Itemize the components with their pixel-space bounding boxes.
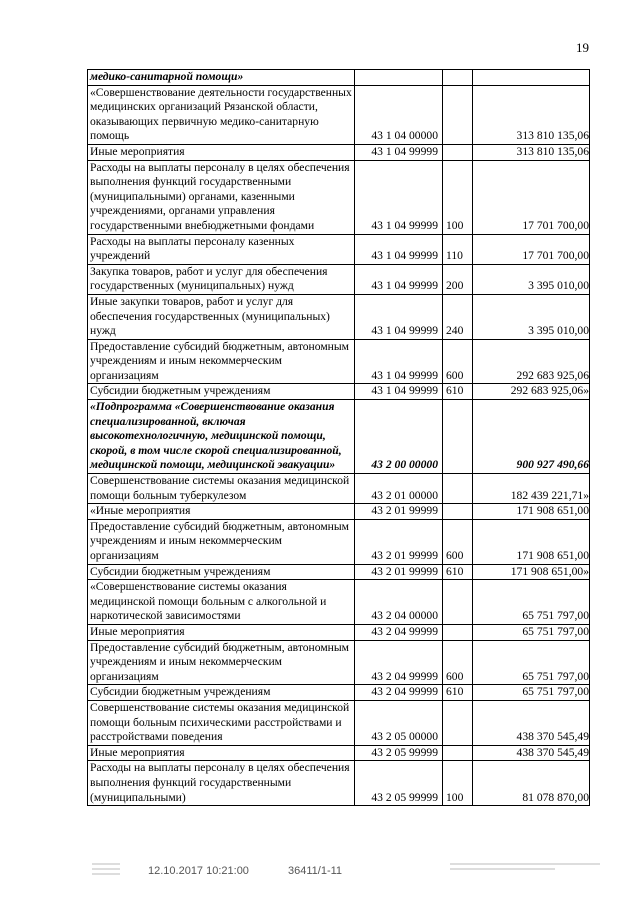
row-target-code: 43 1 04 99999 bbox=[355, 160, 443, 234]
row-expense-type bbox=[443, 70, 473, 86]
row-amount: 313 810 135,06 bbox=[473, 85, 590, 144]
row-target-code: 43 2 01 99999 bbox=[355, 504, 443, 520]
row-amount: 182 439 221,71» bbox=[473, 474, 590, 504]
row-description: «Иные мероприятия bbox=[88, 504, 355, 520]
row-target-code: 43 2 01 99999 bbox=[355, 519, 443, 564]
row-amount bbox=[473, 70, 590, 86]
row-description: медико-санитарной помощи» bbox=[88, 70, 355, 86]
row-description: Расходы на выплаты персоналу в целях обеспечения выполнения функций государственными (муниципальными) органами, казенными учреждениями, органами управления государственными внебюджетными фондами bbox=[88, 160, 355, 234]
table-row bbox=[88, 234, 590, 264]
row-target-code bbox=[355, 70, 443, 86]
row-target-code: 43 2 04 00000 bbox=[355, 580, 443, 625]
row-expense-type bbox=[443, 624, 473, 640]
table-row bbox=[88, 400, 590, 474]
table-row bbox=[88, 384, 590, 400]
row-amount: 65 751 797,00 bbox=[473, 580, 590, 625]
row-description: Иные закупки товаров, работ и услуг для обеспечения государственных (муниципальных) нужд bbox=[88, 294, 355, 339]
row-description: Закупка товаров, работ и услуг для обеспечения государственных (муниципальных) нужд bbox=[88, 264, 355, 294]
row-description: «Подпрограмма «Совершенствование оказания специализированной, включая высокотехнологичную, медицинской помощи, скорой, в том числе скорой специализированной, медицинской помощи, медицинской эвакуации» bbox=[88, 400, 355, 474]
row-amount: 81 078 870,00 bbox=[473, 761, 590, 806]
row-target-code: 43 2 05 99999 bbox=[355, 745, 443, 761]
row-target-code: 43 1 04 99999 bbox=[355, 294, 443, 339]
row-target-code: 43 2 05 99999 bbox=[355, 761, 443, 806]
row-amount: 292 683 925,06» bbox=[473, 384, 590, 400]
table-row bbox=[88, 745, 590, 761]
table-row bbox=[88, 564, 590, 580]
row-amount: 65 751 797,00 bbox=[473, 624, 590, 640]
row-expense-type bbox=[443, 474, 473, 504]
row-target-code: 43 2 05 00000 bbox=[355, 700, 443, 745]
row-expense-type: 200 bbox=[443, 264, 473, 294]
row-amount: 171 908 651,00» bbox=[473, 564, 590, 580]
row-amount: 3 395 010,00 bbox=[473, 294, 590, 339]
table-row bbox=[88, 144, 590, 160]
row-description: Субсидии бюджетным учреждениям bbox=[88, 564, 355, 580]
row-expense-type: 100 bbox=[443, 761, 473, 806]
table-row bbox=[88, 294, 590, 339]
table-row bbox=[88, 624, 590, 640]
row-target-code: 43 1 04 99999 bbox=[355, 384, 443, 400]
footer-timestamp: 12.10.2017 10:21:00 bbox=[148, 865, 249, 877]
row-target-code: 43 2 04 99999 bbox=[355, 685, 443, 701]
row-expense-type: 110 bbox=[443, 234, 473, 264]
table-row bbox=[88, 70, 590, 86]
table-row bbox=[88, 264, 590, 294]
table-row bbox=[88, 160, 590, 234]
row-expense-type: 600 bbox=[443, 519, 473, 564]
scan-artifact-left bbox=[92, 860, 120, 878]
row-amount: 3 395 010,00 bbox=[473, 264, 590, 294]
row-description: Предоставление субсидий бюджетным, автономным учреждениям и иным некоммерческим организациям bbox=[88, 339, 355, 384]
row-amount: 438 370 545,49 bbox=[473, 700, 590, 745]
row-expense-type: 610 bbox=[443, 564, 473, 580]
table-row bbox=[88, 685, 590, 701]
row-expense-type bbox=[443, 580, 473, 625]
row-target-code: 43 1 04 99999 bbox=[355, 234, 443, 264]
row-target-code: 43 1 04 99999 bbox=[355, 339, 443, 384]
row-amount: 171 908 651,00 bbox=[473, 504, 590, 520]
row-description: Совершенствование системы оказания медицинской помощи больным туберкулезом bbox=[88, 474, 355, 504]
row-description: Субсидии бюджетным учреждениям bbox=[88, 384, 355, 400]
table-body bbox=[88, 70, 590, 806]
row-amount: 292 683 925,06 bbox=[473, 339, 590, 384]
row-target-code: 43 2 00 00000 bbox=[355, 400, 443, 474]
table-row bbox=[88, 761, 590, 806]
row-expense-type: 600 bbox=[443, 640, 473, 685]
row-description: Расходы на выплаты персоналу казенных учреждений bbox=[88, 234, 355, 264]
row-description: Совершенствование системы оказания медицинской помощи больным психическими расстройствами и расстройствами поведения bbox=[88, 700, 355, 745]
row-description: «Совершенствование системы оказания медицинской помощи больным с алкогольной и наркотической зависимостями bbox=[88, 580, 355, 625]
budget-table bbox=[87, 69, 590, 806]
row-expense-type: 600 bbox=[443, 339, 473, 384]
row-target-code: 43 2 01 99999 bbox=[355, 564, 443, 580]
table-row bbox=[88, 640, 590, 685]
row-expense-type bbox=[443, 745, 473, 761]
table-row bbox=[88, 519, 590, 564]
page-number: 19 bbox=[576, 40, 589, 55]
table-row bbox=[88, 474, 590, 504]
table-row bbox=[88, 85, 590, 144]
row-amount: 313 810 135,06 bbox=[473, 144, 590, 160]
row-description: Предоставление субсидий бюджетным, автономным учреждениям и иным некоммерческим организациям bbox=[88, 519, 355, 564]
table-row bbox=[88, 700, 590, 745]
row-expense-type bbox=[443, 85, 473, 144]
table-row bbox=[88, 504, 590, 520]
row-amount: 65 751 797,00 bbox=[473, 640, 590, 685]
row-amount: 65 751 797,00 bbox=[473, 685, 590, 701]
row-description: Иные мероприятия bbox=[88, 745, 355, 761]
row-expense-type bbox=[443, 700, 473, 745]
row-amount: 900 927 490,66 bbox=[473, 400, 590, 474]
row-description: Предоставление субсидий бюджетным, автономным учреждениям и иным некоммерческим организациям bbox=[88, 640, 355, 685]
row-target-code: 43 2 04 99999 bbox=[355, 624, 443, 640]
table-row bbox=[88, 580, 590, 625]
row-description: Расходы на выплаты персоналу в целях обеспечения выполнения функций государственными (муниципальными) bbox=[88, 761, 355, 806]
row-expense-type bbox=[443, 400, 473, 474]
footer-doc-number: 36411/1-11 bbox=[288, 865, 343, 877]
row-description: Иные мероприятия bbox=[88, 624, 355, 640]
row-amount: 171 908 651,00 bbox=[473, 519, 590, 564]
row-description: «Совершенствование деятельности государственных медицинских организаций Рязанской области, оказывающих первичную медико-санитарную помощь bbox=[88, 85, 355, 144]
row-expense-type: 240 bbox=[443, 294, 473, 339]
row-target-code: 43 1 04 99999 bbox=[355, 264, 443, 294]
row-expense-type bbox=[443, 504, 473, 520]
row-amount: 17 701 700,00 bbox=[473, 160, 590, 234]
scan-artifact-right bbox=[450, 860, 600, 873]
row-expense-type: 610 bbox=[443, 384, 473, 400]
row-amount: 17 701 700,00 bbox=[473, 234, 590, 264]
row-amount: 438 370 545,49 bbox=[473, 745, 590, 761]
row-target-code: 43 2 01 00000 bbox=[355, 474, 443, 504]
row-expense-type: 610 bbox=[443, 685, 473, 701]
row-target-code: 43 2 04 99999 bbox=[355, 640, 443, 685]
row-expense-type bbox=[443, 144, 473, 160]
row-description: Иные мероприятия bbox=[88, 144, 355, 160]
row-description: Субсидии бюджетным учреждениям bbox=[88, 685, 355, 701]
row-target-code: 43 1 04 00000 bbox=[355, 85, 443, 144]
row-target-code: 43 1 04 99999 bbox=[355, 144, 443, 160]
row-expense-type: 100 bbox=[443, 160, 473, 234]
table-row bbox=[88, 339, 590, 384]
